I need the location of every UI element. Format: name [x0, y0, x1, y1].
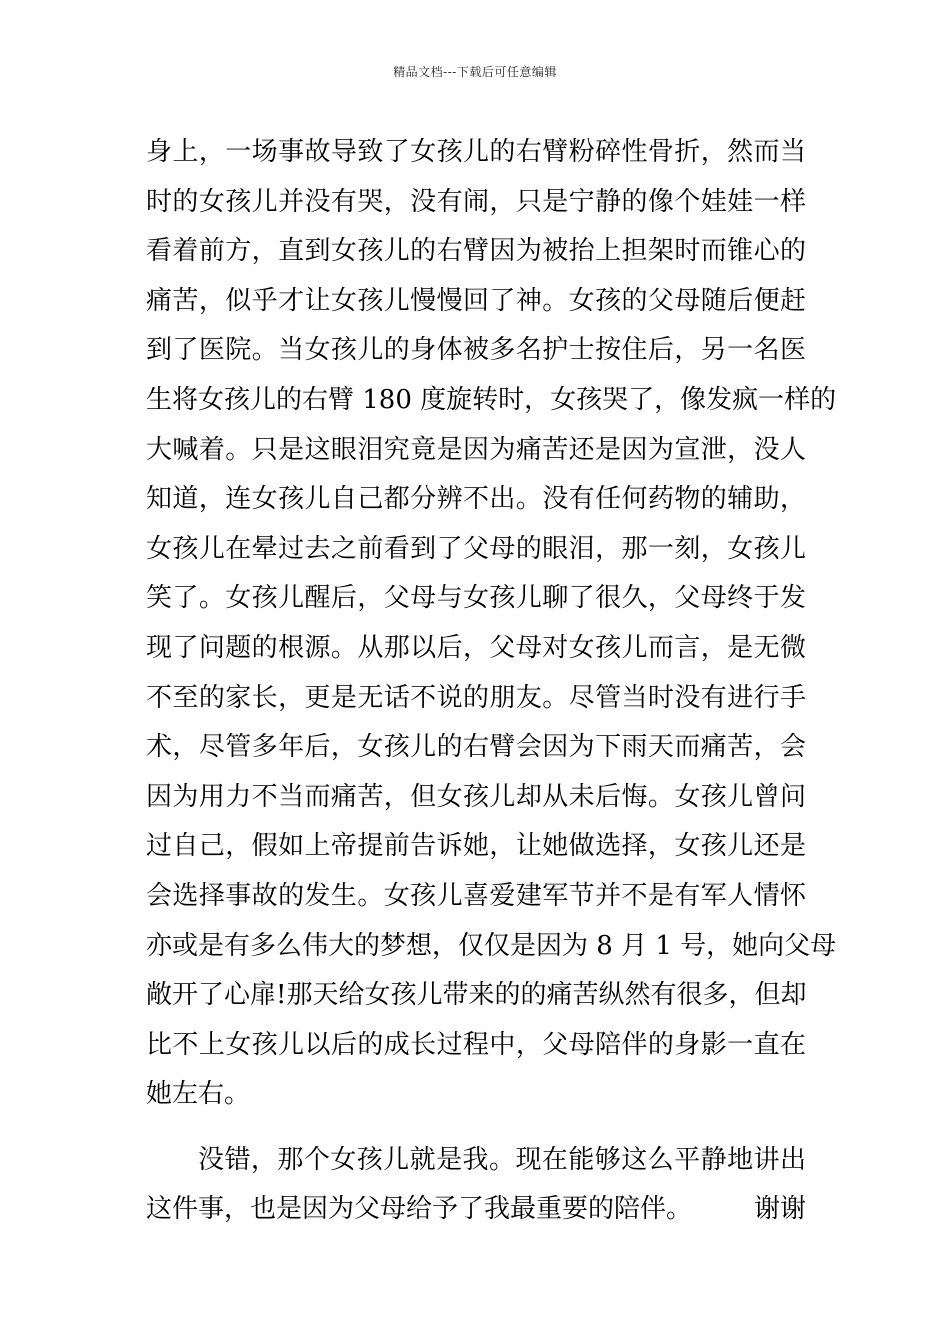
text-line: 生将女孩儿的右臂 180 度旋转时，女孩哭了，像发疯一样的: [146, 384, 837, 415]
paragraph-1: [146, 128, 837, 1120]
text-line: 敞开了心扉!那天给女孩儿带来的的痛苦纵然有很多，但却: [146, 980, 807, 1011]
text-line: 不至的家长，更是无话不说的朋友。尽管当时没有进行手: [146, 682, 806, 713]
text-line: 会选择事故的发生。女孩儿喜爱建军节并不是有军人情怀: [146, 880, 806, 911]
text-line: 身上，一场事故导致了女孩儿的右臂粉碎性骨折，然而当: [146, 137, 806, 167]
paragraph-spacer: [146, 1120, 806, 1136]
text-line: 到了医院。当女孩儿的身体被多名护士按住后，另一名医: [146, 335, 806, 366]
closing-line: [146, 1185, 806, 1235]
text-line: 过自己，假如上帝提前告诉她，让她做选择，女孩儿还是: [146, 831, 806, 862]
text-line: 时的女孩儿并没有哭，没有闹，只是宁静的像个娃娃一样: [146, 186, 806, 217]
text-line: 知道，连女孩儿自己都分辨不出。没有任何药物的辅助，: [146, 484, 806, 515]
document-body: [146, 128, 837, 1235]
text-line: 这件事，也是因为父母给予了我最重要的陪伴。: [146, 1194, 693, 1225]
paragraph-2: [146, 1136, 806, 1235]
text-line: 大喊着。只是这眼泪究竟是因为痛苦还是因为宣泄，没人: [146, 434, 806, 465]
text-line: 痛苦，似乎才让女孩儿慢慢回了神。女孩的父母随后便赶: [146, 285, 806, 316]
text-line: 亦或是有多么伟大的梦想，仅仅是因为 8 月 1 号，她向父母: [146, 930, 837, 961]
text-line: 现了问题的根源。从那以后，父母对女孩儿而言，是无微: [146, 632, 806, 663]
closing-thanks: 谢谢: [753, 1194, 806, 1225]
text-line: 女孩儿在晕过去之前看到了父母的眼泪，那一刻，女孩儿: [146, 533, 806, 564]
text-line: 比不上女孩儿以后的成长过程中，父母陪伴的身影一直在: [146, 1029, 806, 1060]
text-line: 笑了。女孩儿醒后，父母与女孩儿聊了很久，父母终于发: [146, 583, 806, 614]
text-line: 没错，那个女孩儿就是我。现在能够这么平静地讲出: [198, 1144, 806, 1175]
text-line: 她左右。: [146, 1079, 251, 1110]
text-line: 术，尽管多年后，女孩儿的右臂会因为下雨天而痛苦，会: [146, 732, 806, 763]
text-line: 看着前方，直到女孩儿的右臂因为被抬上担架时而锥心的: [146, 236, 806, 267]
text-line: 因为用力不当而痛苦，但女孩儿却从未后悔。女孩儿曾问: [146, 781, 806, 812]
page-header: 精品文档---下载后可任意编辑: [393, 65, 557, 79]
